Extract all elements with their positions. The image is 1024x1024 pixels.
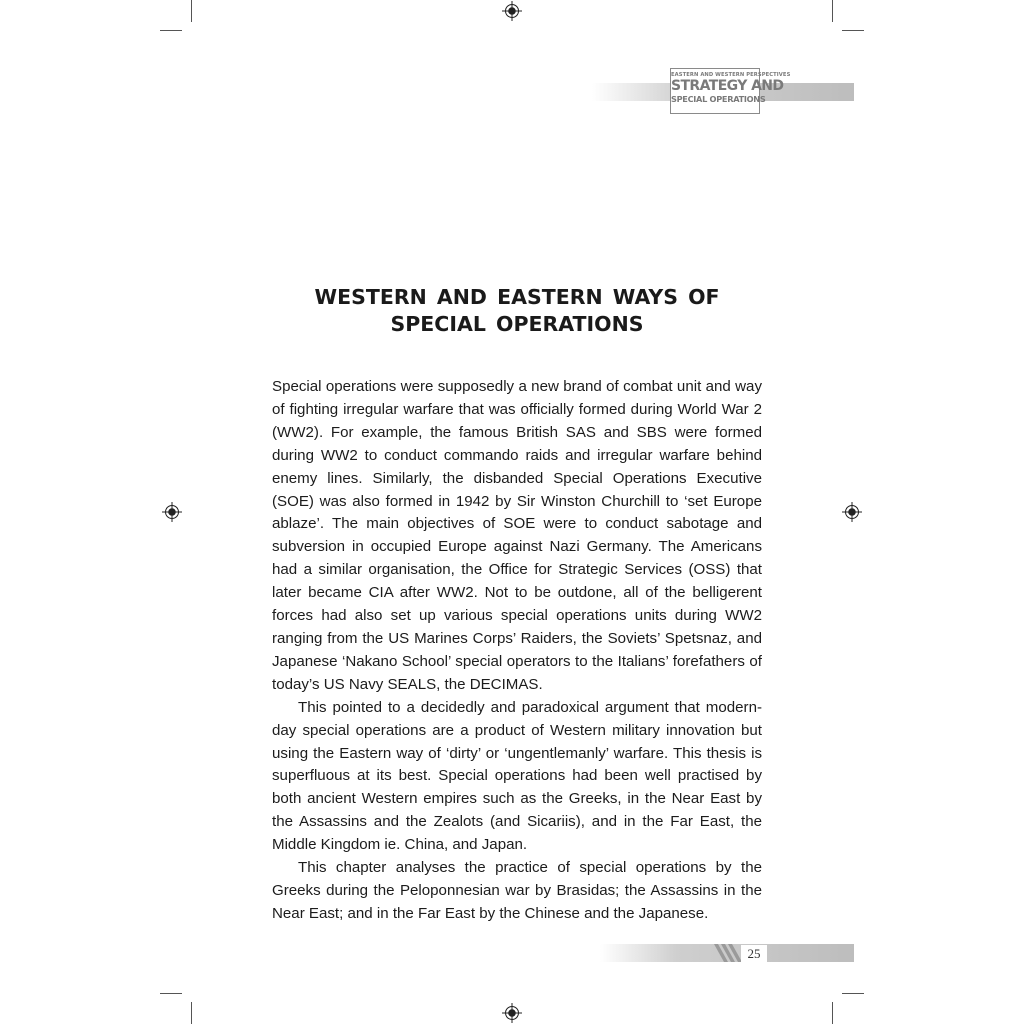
crop-mark — [160, 993, 182, 994]
body-text — [272, 376, 762, 926]
crop-mark — [191, 0, 192, 22]
crop-mark — [842, 30, 864, 31]
crop-mark — [191, 1002, 192, 1024]
page-number: 25 — [741, 945, 767, 962]
paragraph: This pointed to a decidedly and paradoxical argument that modern-day special operations are a product of Western military innovation but using the Eastern way of ‘dirty’ or ‘ungentlemanly’ warfare. This thesis is superfluous at its best. Special operations had been well practised by both ancient Western empires such as the Greeks, in the Near East by the Assassins and the Zealots (and Sicariis), and in the Far East, the Middle Kingdom ie. China, and Japan. — [272, 698, 762, 854]
chapter-title-line2: SPECIAL OPERATIONS — [390, 312, 644, 336]
crop-mark — [842, 993, 864, 994]
paragraph: Special operations were supposedly a new brand of combat unit and way of fighting irregular warfare that was officially formed during World War 2 (WW2). For example, the famous British SAS and SBS were formed during WW2 to conduct commando raids and irregular warfare behind enemy lines. Similarly, the disbanded Special Operations Executive (SOE) was also formed in 1942 by Sir Winston Churchill to ‘set Europe ablaze’. The main objectives of SOE were to conduct sabotage and subversion in occupied Europe against Nazi Germany. The Americans had a similar organisation, the Office for Strategic Services (OSS) that later became CIA after WW2. Not to be outdone, all of the belligerent forces had also set up various special operations units during WW2 ranging from the US Marines Corps’ Raiders, the Soviets’ Spetsnaz, and Japanese ‘Nakano School’ special operators to the Italians’ forefathers of today’s US Navy SEALS, the DECIMAS. — [272, 378, 762, 693]
registration-mark-icon — [162, 502, 182, 522]
crop-mark — [832, 1002, 833, 1024]
chapter-title-line1: WESTERN AND EASTERN WAYS OF — [314, 285, 720, 309]
crop-mark — [160, 30, 182, 31]
registration-mark-icon — [842, 502, 862, 522]
chapter-title — [272, 284, 762, 338]
series-kicker: EASTERN AND WESTERN PERSPECTIVES — [671, 72, 791, 78]
series-logo — [670, 68, 791, 114]
registration-mark-icon — [502, 1, 522, 21]
series-title-line1: STRATEGY AND — [671, 78, 784, 94]
paragraph: This chapter analyses the practice of special operations by the Greeks during the Peloponnesian war by Brasidas; the Assassins in the Near East; and in the Far East by the Chinese and the Japanese. — [272, 859, 762, 922]
series-title-line2: SPECIAL OPERATIONS — [671, 94, 766, 104]
crop-mark — [832, 0, 833, 22]
registration-mark-icon — [502, 1003, 522, 1023]
